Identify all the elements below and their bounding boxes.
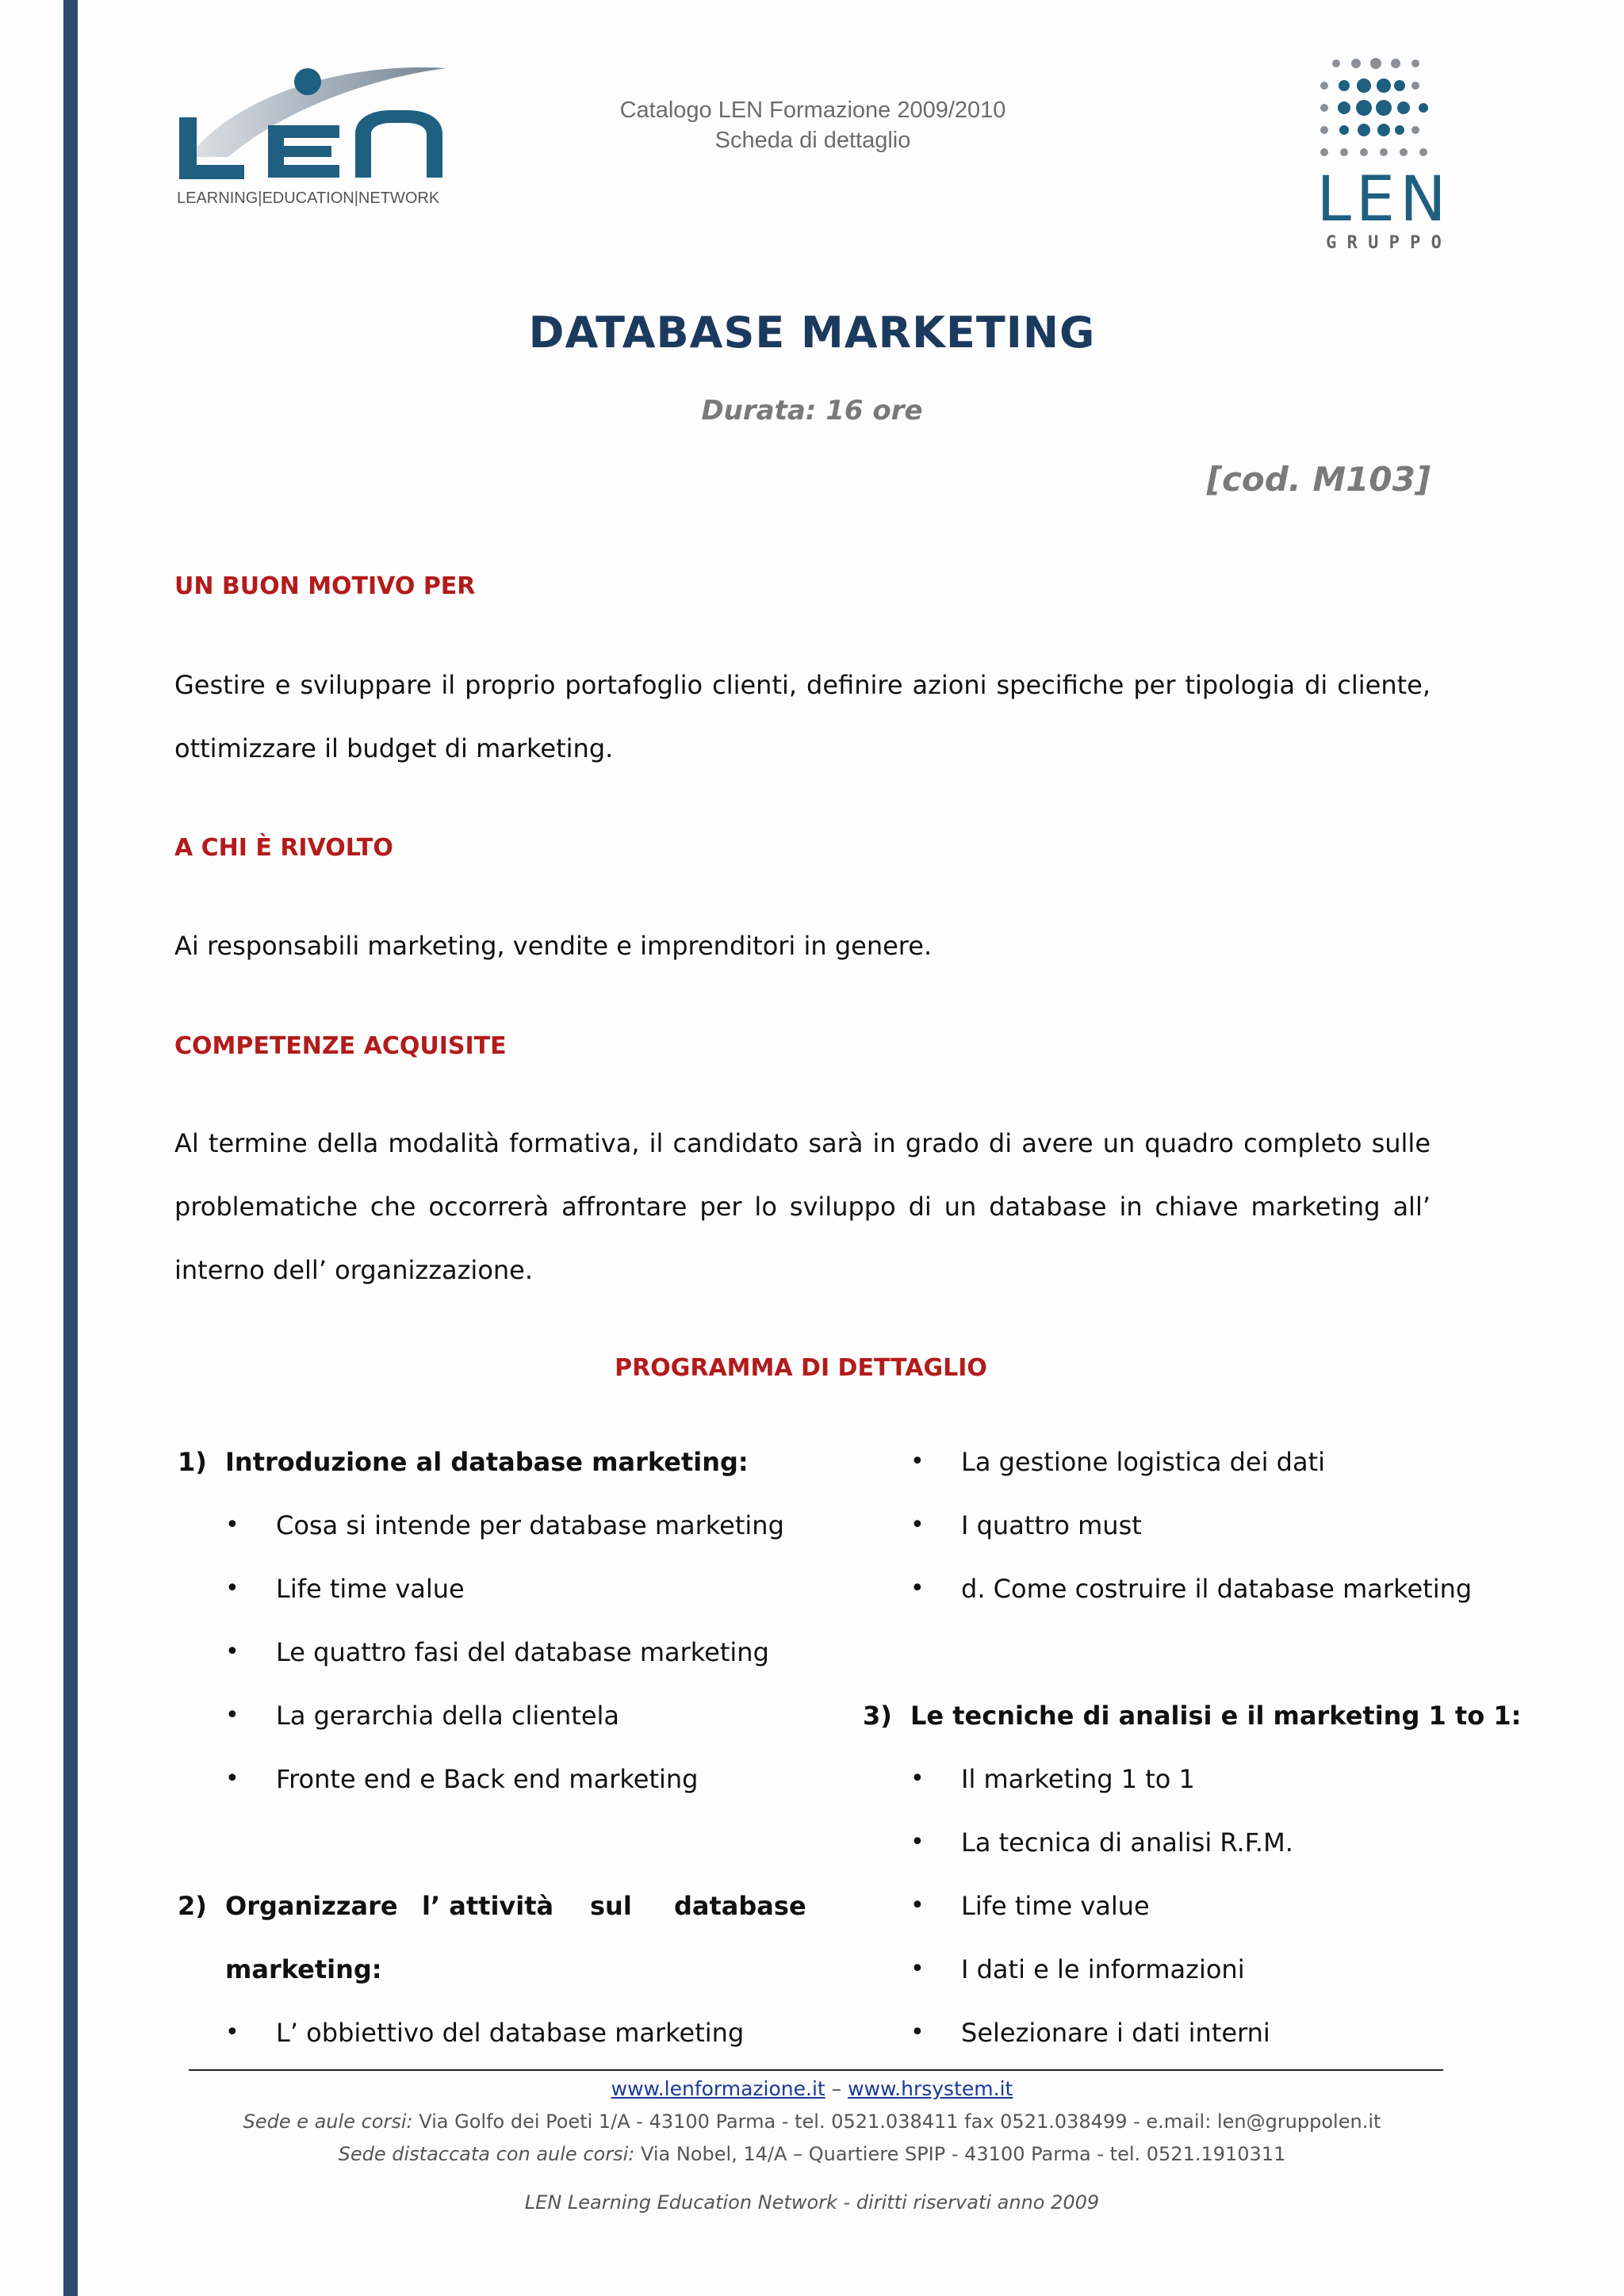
list-item: • L’ obbiettivo del database marketing bbox=[225, 2018, 745, 2048]
list-item: • Life time value bbox=[225, 1574, 465, 1604]
sede-label: Sede e aule corsi: bbox=[243, 2110, 413, 2133]
len-logo-tagline: LEARNING|EDUCATION|NETWORK bbox=[177, 189, 440, 207]
footer-link-separator: – bbox=[831, 2077, 842, 2100]
course-title: DATABASE MARKETING bbox=[528, 308, 1096, 358]
module-2-number: 2) bbox=[178, 1891, 207, 1921]
footer-distaccata bbox=[0, 2143, 1624, 2165]
module-1-number: 1) bbox=[178, 1447, 207, 1477]
footer-sede bbox=[0, 2110, 1624, 2133]
program-left-column bbox=[174, 1430, 806, 2064]
section-heading-programma: PROGRAMMA DI DETTAGLIO bbox=[615, 1354, 987, 1382]
link-hrsystem[interactable]: www.hrsystem.it bbox=[848, 2077, 1013, 2100]
course-code: [cod. M103] bbox=[1206, 460, 1431, 499]
list-item: • Selezionare i dati interni bbox=[910, 2018, 1270, 2048]
footer-links bbox=[0, 2077, 1624, 2100]
module-1-title: Introduzione al database marketing: bbox=[225, 1447, 749, 1477]
list-item: • I quattro must bbox=[910, 1510, 1142, 1540]
list-item: • Cosa si intende per database marketing bbox=[225, 1510, 784, 1540]
course-duration: Durata: 16 ore bbox=[701, 395, 923, 427]
footer-rights: LEN Learning Education Network - diritti riservati anno 2009 bbox=[524, 2191, 1100, 2214]
list-item: • La gestione logistica dei dati bbox=[910, 1447, 1326, 1477]
gruppo-logo-sub: G R U P P O bbox=[1326, 233, 1442, 253]
section-heading-rivolto: A CHI È RIVOLTO bbox=[174, 834, 393, 862]
section-heading-motivo: UN BUON MOTIVO PER bbox=[174, 572, 476, 600]
module-2-title-word: l’ attività bbox=[422, 1891, 554, 1921]
len-gruppo-logo bbox=[1293, 54, 1475, 260]
catalog-line-1: Catalogo LEN Formazione 2009/2010 bbox=[619, 98, 1006, 123]
list-item: • Le quattro fasi del database marketing bbox=[225, 1637, 769, 1667]
module-2-title-cont: marketing: bbox=[225, 1954, 382, 1984]
list-item: • d. Come costruire il database marketing bbox=[910, 1574, 1473, 1604]
list-item: • Life time value bbox=[910, 1891, 1150, 1921]
catalog-header bbox=[555, 95, 1071, 155]
distaccata-label: Sede distaccata con aule corsi: bbox=[338, 2143, 635, 2165]
gruppo-logo-text: LEN bbox=[1316, 164, 1451, 235]
footer-divider bbox=[189, 2069, 1443, 2071]
section-text-rivolto: Ai responsabili marketing, vendite e imprenditori in genere. bbox=[174, 931, 933, 961]
list-item: • La gerarchia della clientela bbox=[225, 1701, 620, 1731]
list-item: • Il marketing 1 to 1 bbox=[910, 1764, 1195, 1794]
len-logo bbox=[173, 62, 458, 212]
list-item: • I dati e le informazioni bbox=[910, 1954, 1245, 1984]
module-3-title: Le tecniche di analisi e il marketing 1 to 1: bbox=[910, 1701, 1522, 1731]
section-text-motivo: Gestire e sviluppare il proprio portafoglio clienti, definire azioni specifiche per tipologia di cliente, ottimizzare il budget di marketing. bbox=[174, 670, 1431, 763]
module-2-title-word: sul bbox=[590, 1891, 632, 1921]
distaccata-text: Via Nobel, 14/A – Quartiere SPIP - 43100 Parma - tel. 0521.1910311 bbox=[634, 2143, 1286, 2165]
module-2-title-word: Organizzare bbox=[225, 1891, 398, 1921]
module-2-title-word: database bbox=[674, 1891, 806, 1921]
section-heading-competenze: COMPETENZE ACQUISITE bbox=[174, 1032, 507, 1060]
link-lenformazione[interactable]: www.lenformazione.it bbox=[611, 2077, 825, 2100]
section-text-competenze: Al termine della modalità formativa, il candidato sarà in grado di avere un quadro completo sulle problematiche che occorrerà affrontare per lo sviluppo di un database in chiave marketing all’ interno dell’ organizzazione. bbox=[174, 1128, 1431, 1285]
program-right-column bbox=[863, 1430, 1522, 2064]
sede-text: Via Golfo dei Poeti 1/A - 43100 Parma - tel. 0521.038411 fax 0521.038499 - e.mail: len@gruppolen.it bbox=[412, 2110, 1381, 2133]
list-item: • La tecnica di analisi R.F.M. bbox=[910, 1827, 1293, 1858]
catalog-line-2: Scheda di dettaglio bbox=[714, 128, 911, 153]
list-item: • Fronte end e Back end marketing bbox=[225, 1764, 699, 1794]
module-3-number: 3) bbox=[863, 1701, 892, 1731]
